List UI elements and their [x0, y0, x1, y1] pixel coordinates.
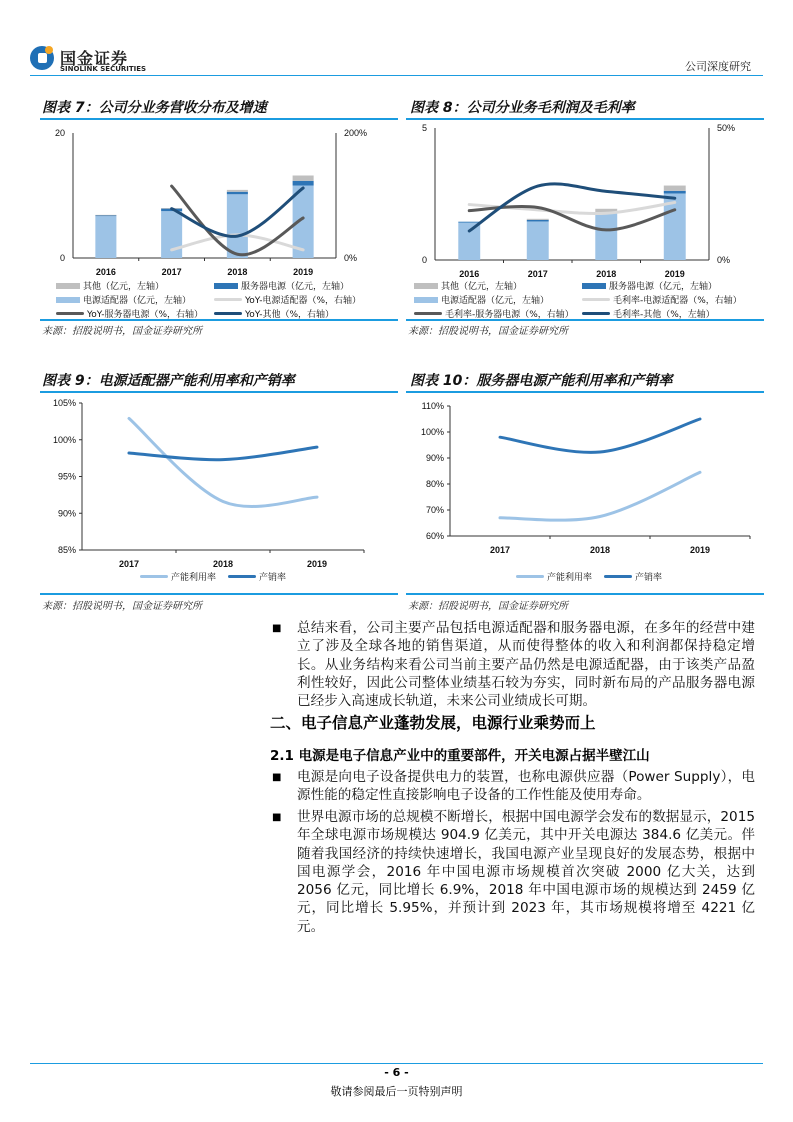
bar-segment	[293, 181, 314, 186]
chart9-source: 来源：招股说明书，国金证券研究所	[42, 601, 202, 612]
bar-segment	[227, 190, 248, 192]
legend-label: YoY-其他（%，右轴）	[245, 310, 335, 320]
legend-label: 产能利用率	[547, 573, 593, 583]
paragraph-market: 世界电源市场的总规模不断增长，根据中国电源学会发布的数据显示，2015 年全球电源市场规模达 904.9 亿美元，其中开关电源达 384.6 亿美元。伴随着我国经济的持续快速增长，我国电源产业呈现良好的发展态势，根据中国电源学会，2016 年中国电源市场规模首次突破 2000 亿大关，达到 2056 亿元，同比增长 6.9%，2018 年中国电源市场的规模达到 2459 亿元，同比增长 5.95%，并预计到 2023 年，其市场规模将增至 4221 亿元。	[297, 809, 755, 935]
bar-segment	[595, 213, 617, 260]
x-tick-label: 2017	[161, 267, 182, 277]
x-tick-label: 2019	[689, 545, 711, 555]
x-tick-label: 2016	[459, 269, 480, 279]
x-tick-label: 2017	[527, 269, 548, 279]
subsection-heading: 2.1 电源是电子信息产业中的重要部件，开关电源占据半壁江山	[270, 748, 650, 764]
legend-label: 其他（亿元，左轴）	[441, 282, 523, 292]
legend-label: YoY-电源适配器（%，右轴）	[245, 296, 362, 306]
bullet-icon: ■	[272, 772, 282, 783]
document-type: 公司深度研究	[685, 60, 751, 73]
x-tick-label: 2017	[118, 559, 140, 569]
bar-segment	[95, 216, 116, 217]
page-number: - 6 -	[384, 1066, 409, 1079]
chart7-source: 来源：招股说明书，国金证券研究所	[42, 326, 202, 337]
brand-name-cn: 国金证券	[60, 49, 129, 68]
x-tick-label: 2018	[212, 559, 234, 569]
legend-label: 毛利率-其他（%，左轴）	[613, 310, 715, 320]
y-tick-label: 90%	[57, 508, 76, 519]
bar-segment	[227, 192, 248, 195]
y-tick-label: 90%	[425, 453, 444, 463]
legend-label: 产能利用率	[171, 573, 217, 583]
legend-label: 电源适配器（亿元，左轴）	[83, 296, 192, 306]
paragraph-summary: 总结来看，公司主要产品包括电源适配器和服务器电源，在多年的经营中建立了涉及全球各地的销售渠道，从而使得整体的收入和利润都保持稳定增长。从业务结构来看公司当前主要产品仍然是电源适配器，由于该类产品盈利性较好，因此公司整体业绩基石较为夯实，同时新布局的产品服务器电源已经步入高速成长轨道，未来公司业绩成长可期。	[297, 620, 755, 710]
chart10-title: 图表 10：服务器电源产能利用率和产销率	[410, 373, 673, 389]
y-tick-label: 0	[421, 255, 427, 265]
legend-label: 服务器电源（亿元，左轴）	[609, 282, 718, 292]
x-tick-label: 2016	[95, 267, 116, 277]
footer-rule	[30, 1063, 763, 1064]
y-tick-label: 100%	[420, 427, 444, 437]
legend-label: 毛利率-电源适配器（%，右轴）	[613, 296, 742, 306]
bar-segment	[293, 176, 314, 181]
legend-label: 产销率	[259, 573, 287, 583]
x-tick-label: 2019	[664, 269, 685, 279]
y-tick-label: 5	[421, 123, 427, 133]
chart7-title: 图表 7：公司分业务营收分布及增速	[42, 100, 267, 116]
y2-tick-label: 200%	[344, 128, 368, 138]
x-tick-label: 2018	[596, 269, 617, 279]
bullet-icon: ■	[272, 812, 282, 823]
bar-segment	[664, 186, 686, 191]
bar-segment	[227, 194, 248, 258]
chart9-title: 图表 9：电源适配器产能利用率和产销率	[42, 373, 295, 389]
chart8-source: 来源：招股说明书，国金证券研究所	[408, 326, 568, 337]
y-tick-label: 70%	[425, 505, 444, 515]
y-tick-label: 85%	[57, 545, 76, 555]
section-heading: 二、电子信息产业蓬勃发展，电源行业乘势而上	[270, 714, 596, 732]
paragraph-power-supply: 电源是向电子设备提供电力的装置，也称电源供应器（Power Supply），电源性能的稳定性直接影响电子设备的工作性能及使用寿命。	[297, 769, 755, 804]
series-line	[500, 472, 700, 520]
chart8-title: 图表 8：公司分业务毛利润及毛利率	[410, 100, 635, 116]
x-tick-label: 2018	[227, 267, 248, 277]
legend-label: 毛利率-服务器电源（%，右轴）	[445, 310, 574, 320]
x-tick-label: 2019	[293, 267, 314, 277]
series-line	[129, 418, 317, 506]
bar-segment	[95, 215, 116, 216]
y-tick-label: 105%	[52, 398, 76, 408]
x-tick-label: 2019	[306, 559, 328, 569]
y2-tick-label: 50%	[717, 123, 736, 133]
bar-segment	[95, 216, 116, 258]
bullet-icon: ■	[272, 623, 282, 634]
chart10-source: 来源：招股说明书，国金证券研究所	[408, 601, 568, 612]
y2-tick-label: 0%	[344, 253, 358, 263]
y-tick-label: 60%	[425, 531, 444, 541]
bar-segment	[527, 219, 549, 220]
disclaimer-note: 敬请参阅最后一页特别声明	[330, 1085, 463, 1098]
x-tick-label: 2017	[489, 545, 511, 555]
y-tick-label: 20	[54, 128, 65, 138]
brand-name-en: SINOLINK SECURITIES	[60, 65, 147, 73]
series-line	[469, 207, 675, 230]
y-tick-label: 95%	[57, 471, 76, 482]
bar-segment	[527, 220, 549, 222]
legend-label: 其他（亿元，左轴）	[83, 282, 165, 292]
y-tick-label: 0	[59, 253, 65, 263]
y-tick-label: 80%	[425, 479, 444, 489]
legend-label: YoY-服务器电源（%，右轴）	[87, 310, 204, 320]
bar-segment	[527, 221, 549, 260]
y2-tick-label: 0%	[717, 255, 731, 265]
legend-label: 电源适配器（亿元，左轴）	[441, 296, 550, 306]
y-tick-label: 100%	[52, 434, 76, 445]
legend-label: 产销率	[635, 573, 663, 583]
x-tick-label: 2018	[589, 545, 611, 555]
bar-segment	[458, 222, 480, 223]
legend-label: 服务器电源（亿元，左轴）	[241, 282, 350, 292]
bar-segment	[458, 223, 480, 260]
bar-segment	[664, 191, 686, 194]
series-line	[500, 419, 700, 452]
y-tick-label: 110%	[421, 401, 444, 411]
